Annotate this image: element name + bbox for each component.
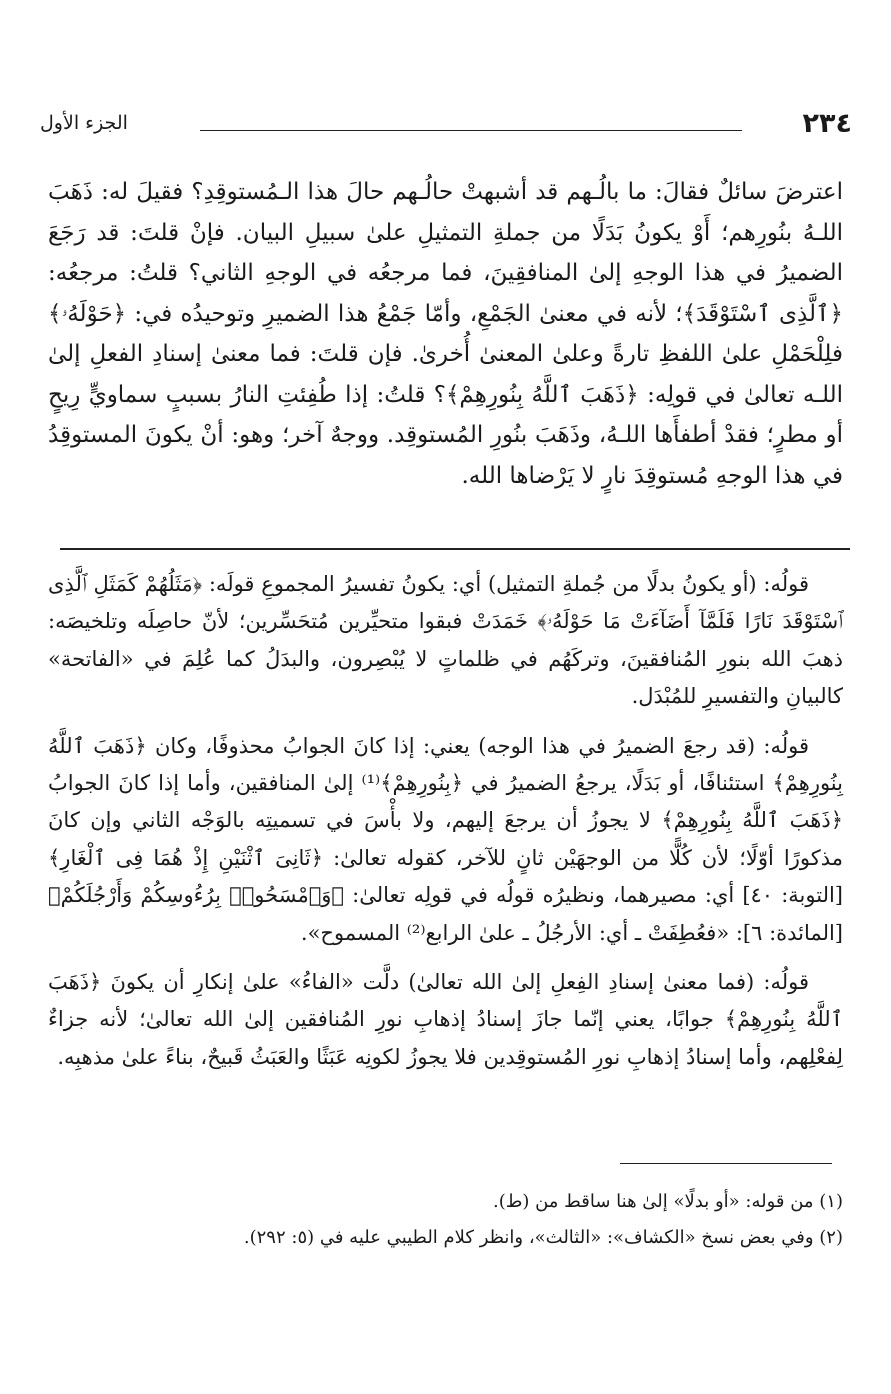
section-divider bbox=[60, 548, 850, 550]
header-divider bbox=[200, 130, 742, 131]
commentary bbox=[48, 566, 843, 1076]
main-text bbox=[48, 172, 843, 496]
footnote-2: (٢) وفي بعض نسخ «الكشاف»: «الثالث»، وانظر كلام الطيبي عليه في (٥: ٢٩٢). bbox=[243, 1227, 843, 1248]
volume-title: الجزء الأول bbox=[40, 112, 128, 134]
commentary-paragraph: قولُه: (قد رجعَ الضميرُ في هذا الوجه) يعني: إذا كانَ الجوابُ محذوفًا، وكان ﴿ذَهَبَ ٱللَّهُ بِنُورِهِمْ﴾ استئنافًا، أو بَدَلًا، يرجعُ الضميرُ في ﴿بِنُورِهِمْ﴾⁽¹⁾ إلىٰ المنافقين، وأما إذا كانَ الجوابُ ﴿ذَهَبَ ٱللَّهُ بِنُورِهِمْ﴾ لا يجوزُ أن يرجعَ إليهم، ولا بأْسَ في تسميتِه بالوَجْه الثاني وإن كانَ مذكورًا أوّلًا؛ لأن كُلًّا من الوجهَيْن ثانٍ للآخر، كقوله تعالىٰ: ﴿ثَانِىَ ٱثْنَيْنِ إِذْ هُمَا فِى ٱلْغَارِ﴾ [التوبة: ٤٠] أي: مصيرهما، ونظيرُه قولُه في قولِه تعالىٰ: ﴿وَٱمْسَحُوا۟ بِرُءُوسِكُمْ وَأَرْجُلَكُمْ﴾ [المائدة: ٦]: «فعُطِفَتْ ـ أي: الأرجُلُ ـ علىٰ الرابع⁽²⁾ المسموح». bbox=[48, 733, 843, 945]
footnote-divider bbox=[620, 1163, 832, 1164]
commentary-paragraph: قولُه: (أو يكونُ بدلًا من جُملةِ التمثيل) أي: يكونُ تفسيرُ المجموعِ قولَه: ﴿مَثَلُهُمْ كَمَثَلِ ٱلَّذِى ٱسْتَوْقَدَ نَارًا فَلَمَّآ أَضَآءَتْ مَا حَوْلَهُۥ﴾ خَمَدَتْ فبقوا متحيِّرين مُتحَسِّرين؛ لأنّ حاصِلَه وتلخيصَه: ذهبَ الله بنورِ المُنافقينَ، وتركَهُم في ظلماتٍ لا يُبْصِرون، والبدَلُ كما عُلِمَ في «الفاتحة» كالبيانِ والتفسيرِ للمُبْدَل. bbox=[48, 572, 843, 709]
footnote-1: (١) من قوله: «أو بدلًا» إلىٰ هنا ساقط من (ط). bbox=[492, 1191, 843, 1212]
footnotes bbox=[48, 1184, 843, 1256]
running-header bbox=[40, 108, 852, 148]
commentary-paragraph: قولُه: (فما معنىٰ إسنادِ الفِعلِ إلىٰ الله تعالىٰ) دلَّت «الفاءُ» علىٰ إنكارِ أن يكونَ ﴿ذَهَبَ ٱللَّهُ بِنُورِهِمْ﴾ جوابًا، يعني إنّما جازَ إسنادُ إذهابِ نورِ المُنافقين إلىٰ الله تعالىٰ؛ لأنه جزاءٌ لِفعْلِهم، وأما إسنادُ إذهابِ نورِ المُستوقِدين فلا يجوزُ لكونِه عَبَثًا والعَبَثُ قَبيحٌ، بناءً علىٰ مذهبِه. bbox=[48, 970, 843, 1069]
page-number: ٢٣٤ bbox=[802, 108, 852, 139]
main-text-paragraph: اعترضَ سائلٌ فقالَ: ما بالُـهم قد أشبهتْ حالُـهم حالَ هذا الـمُستوقِدِ؟ فقيلَ له: ذَهَبَ اللـهُ بنُورِهم؛ أَوْ يكونُ بَدَلًا من جملةِ التمثيلِ علىٰ سبيلِ البيان. فإنْ قلتَ: قد رَجَعَ الضميرُ في هذا الوجهِ إلىٰ المنافقِينَ، فما مرجعُه في الوجهِ الثاني؟ قلتُ: مرجعُه: ﴿ٱلَّذِى ٱسْتَوْقَدَ﴾؛ لأنه في معنىٰ الجَمْعِ، وأمّا جَمْعُ هذا الضميرِ وتوحيدُه في: ﴿حَوْلَهُۥ﴾ فلِلْحَمْلِ علىٰ اللفظِ تارةً وعلىٰ المعنىٰ أُخرىٰ. فإن قلتَ: فما معنىٰ إسنادِ الفعلِ إلىٰ اللـه تعالىٰ في قولِه: ﴿ذَهَبَ ٱللَّهُ بِنُورِهِمْ﴾؟ قلتُ: إذا طُفِئتِ النارُ بسببٍ سماويٍّ رِيحٍ أو مطرٍ؛ فقدْ أطفأَها اللـهُ، وذَهَبَ بنُورِ المُستوقِد. ووجهٌ آخر؛ وهو: أنْ يكونَ المستوقِدُ في هذا الوجهِ مُستوقِدَ نارٍ لا يَرْضاها الله. bbox=[48, 179, 843, 489]
